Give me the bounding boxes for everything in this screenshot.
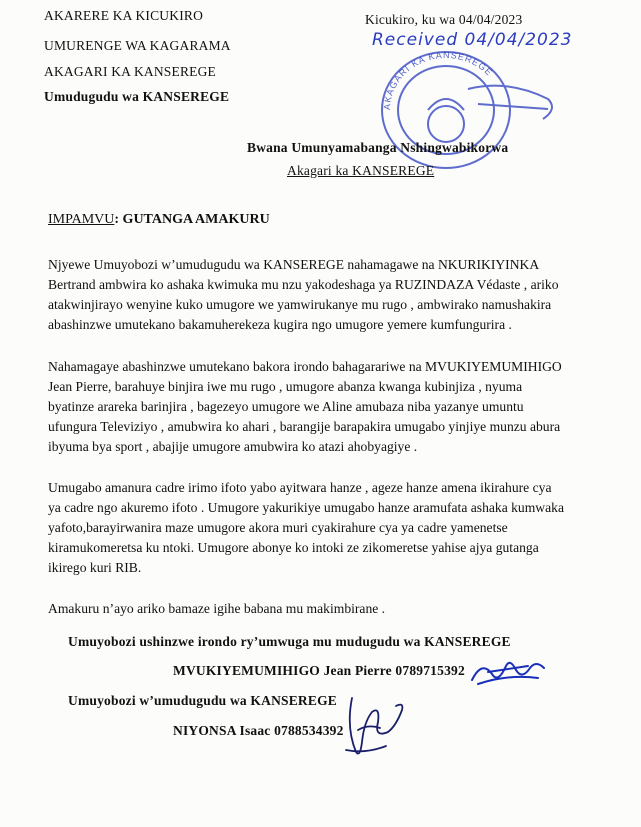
paragraph-4	[48, 599, 588, 619]
received-note: Received 04/04/2023	[372, 30, 573, 50]
paragraph-line: byatinze arareka barinjira , bagezeyo umugore we Aline amubaza niba yazanye umuntu	[48, 399, 524, 414]
signature-2-name: NIYONSA Isaac 0788534392	[173, 723, 344, 738]
signature-1-title: Umuyobozi ushinzwe irondo ry’umwuga mu mudugudu wa KANSEREGE	[68, 634, 511, 649]
paragraph-1	[48, 255, 588, 335]
signature-2-icon	[338, 690, 408, 760]
paragraph-2	[48, 357, 588, 457]
paragraph-line: Nahamagaye abashinzwe umutekano bakora irondo bahagarariwe na MVUKIYEMUMIHIGO	[48, 359, 562, 374]
paragraph-line: atakwinjirayo wenyine kuko umugore we yamwirukanye mu rugo , ambwirako namushakira	[48, 297, 552, 312]
paragraph-line: ufungura Televiziyo , amubwira ko ahari , barangije barapakira umugabo yinjiye munzu abura	[48, 419, 561, 434]
paragraph-line: ya cadre ngo akuremo ifoto . Umugore yakurikiye umugabo hanze aramufata ashaka kumwaka	[48, 500, 564, 515]
addressee-title: Bwana Umunyamabanga Nshingwabikorwa	[247, 140, 509, 155]
paragraph-line: Jean Pierre, barahuye binjira iwe mu rugo , umugore abanza kwanga kubinjiza , nyuma	[48, 379, 523, 394]
cell-name: AKAGARI KA KANSEREGE	[44, 64, 216, 79]
subject-text: : GUTANGA AMAKURU	[114, 212, 270, 227]
paragraph-line: abashinzwe umutekano bakamuherekeza kugira ngo umugore yemere kumfungurira .	[48, 317, 512, 332]
subject-line	[48, 212, 270, 228]
paragraph-line: yafoto,barayirwanira maze umugore akora muri cyakirahure cya ya cadre yamenetse	[48, 520, 508, 535]
district-name: AKARERE KA KICUKIRO	[44, 8, 204, 23]
paragraph-line: ibyuma bya sport , abajije umugore amubwira ko atazi ahobyagiye .	[48, 439, 418, 454]
signature-1-name: MVUKIYEMUMIHIGO Jean Pierre 0789715392	[173, 663, 465, 678]
subject-label: IMPAMVU	[48, 212, 115, 227]
signature-2-title: Umuyobozi w’umudugudu wa KANSEREGE	[68, 693, 337, 708]
addressee-cell: Akagari ka KANSEREGE	[287, 163, 435, 178]
signature-1-icon	[468, 652, 548, 692]
paragraph-line: Bertrand ambwira ko ashaka kwimuka mu nzu yakodeshaga ya RUZINDAZA Védaste , ariko	[48, 277, 559, 292]
paragraph-line: Umugabo amanura cadre irimo ifoto yabo ayitwara hanze , ageze hanze amena ikirahure cya	[48, 480, 552, 495]
paragraph-line: Njyewe Umuyobozi w’umudugudu wa KANSEREGE nahamagawe na NKURIKIYINKA	[48, 257, 540, 272]
paragraph-line: kiramukomeretsa ku ntoki. Umugore abonye ko intoki ze zikomeretse yahise ajya gutanga	[48, 540, 539, 555]
paragraph-3	[48, 478, 588, 578]
paragraph-line: Amakuru n’ayo ariko bamaze igihe babana mu makimbirane .	[48, 601, 386, 616]
place-date: Kicukiro, ku wa 04/04/2023	[365, 12, 523, 27]
sector-name: UMURENGE WA KAGARAMA	[44, 38, 231, 53]
village-name: Umudugudu wa KANSEREGE	[44, 89, 230, 104]
stamp-text: AKAGARI KA KANSEREGE	[381, 49, 495, 111]
paragraph-line: ikirego kuri RIB.	[48, 560, 142, 575]
